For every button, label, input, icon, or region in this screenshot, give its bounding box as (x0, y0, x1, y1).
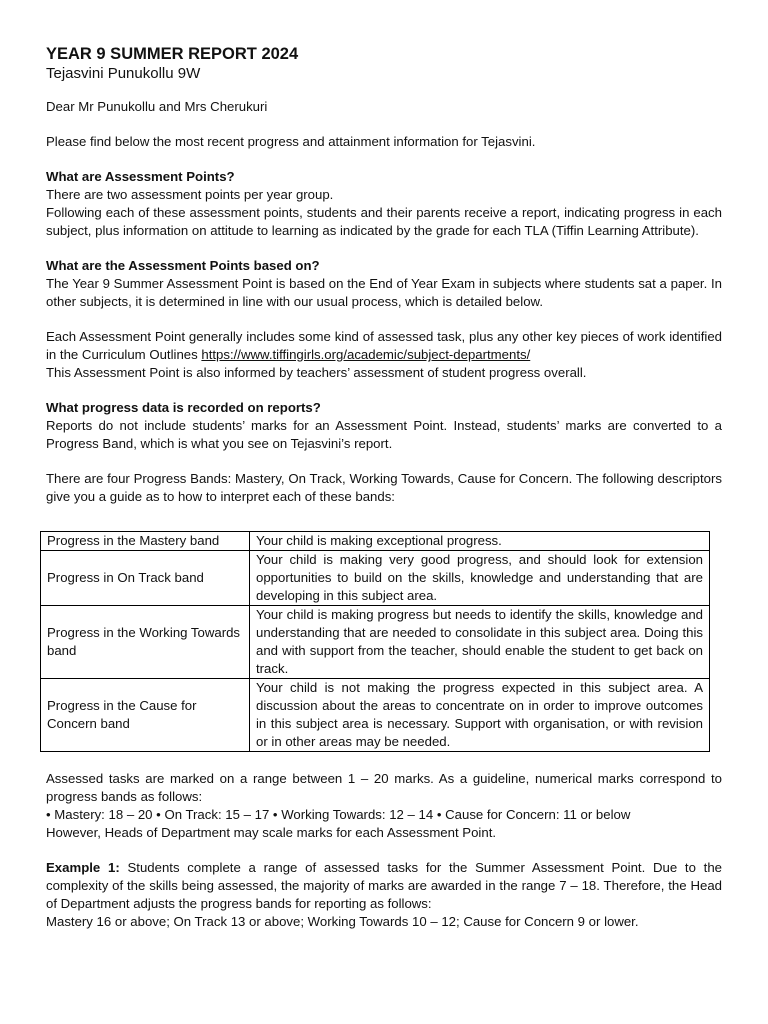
report-content (46, 44, 722, 931)
band-name: Progress in On Track band (41, 551, 250, 606)
example1-bands: Mastery 16 or above; On Track 13 or above; Working Towards 10 – 12; Cause for Concern 9 or lower. (46, 914, 639, 929)
section1-line1: There are two assessment points per year group. (46, 187, 334, 202)
example1-paragraph (46, 859, 722, 913)
band-description: Your child is making progress but needs to identify the skills, knowledge and understanding that are needed to consolidate in this subject area. Doing this and with support from the teacher, should enable the student to get back on track. (250, 606, 710, 679)
band-description: Your child is making very good progress, and should look for extension opportunities to build on the skills, knowledge and understanding that are developing in this subject area. (250, 551, 710, 606)
section2-para2-text: Each Assessment Point generally includes some kind of assessed task, plus any other key pieces of work identified in the Curriculum Outlines (46, 329, 722, 362)
section-heading-progress-data: What progress data is recorded on reports? (46, 400, 321, 415)
band-name: Progress in the Mastery band (41, 532, 250, 551)
example1-text: Students complete a range of assessed tasks for the Summer Assessment Point. Due to the complexity of the skills being assessed, the majority of marks are awarded in the range 7 – 18. Therefore, the Head of Department adjusts the progress bands for reporting as follows: (46, 860, 723, 911)
salutation: Dear Mr Punukollu and Mrs Cherukuri (46, 99, 268, 114)
marks-line1: Assessed tasks are marked on a range between 1 – 20 marks. As a guideline, numerical marks correspond to progress bands as follows: (46, 771, 722, 804)
section-heading-assessment-points: What are Assessment Points? (46, 169, 235, 184)
marks-line3: However, Heads of Department may scale marks for each Assessment Point. (46, 825, 497, 840)
progress-bands-table (40, 531, 710, 752)
table-row (41, 551, 710, 606)
band-description: Your child is making exceptional progress. (250, 532, 710, 551)
section3-para2: There are four Progress Bands: Mastery, On Track, Working Towards, Cause for Concern. The following descriptors give you a guide as to how to interpret each of these bands: (46, 471, 722, 504)
section2-para3: This Assessment Point is also informed by teachers’ assessment of student progress overall. (46, 365, 587, 380)
section2-para2 (46, 328, 722, 364)
report-title: YEAR 9 SUMMER REPORT 2024 (46, 45, 299, 63)
table-row (41, 532, 710, 551)
curriculum-outlines-link[interactable]: https://www.tiffingirls.org/academic/subject-departments/ (201, 347, 531, 362)
section1-line2: Following each of these assessment points, students and their parents receive a report, indicating progress in each subject, plus information on attitude to learning as indicated by the grade for each TLA (Tiffin Learning Attribute). (46, 205, 722, 238)
table-row (41, 679, 710, 752)
table-row (41, 606, 710, 679)
band-name: Progress in the Working Towards band (41, 606, 250, 679)
band-name: Progress in the Cause for Concern band (41, 679, 250, 752)
section2-para1: The Year 9 Summer Assessment Point is based on the End of Year Exam in subjects where students sat a paper. In other subjects, it is determined in line with our usual process, which is detailed below. (46, 276, 722, 309)
student-name: Tejasvini Punukollu 9W (46, 65, 201, 82)
example1-label: Example 1: (46, 860, 120, 875)
band-description: Your child is not making the progress expected in this subject area. A discussion about the areas to concentrate on in order to improve outcomes in this subject area is necessary. Support with organisation, or with revision or in other areas may be needed. (250, 679, 710, 752)
section3-para1: Reports do not include students’ marks for an Assessment Point. Instead, students’ marks are converted to a Progress Band, which is what you see on Tejasvini’s report. (46, 418, 722, 451)
marks-line2: • Mastery: 18 – 20 • On Track: 15 – 17 • Working Towards: 12 – 14 • Cause for Concern: 11 or below (46, 807, 631, 822)
section-heading-based-on: What are the Assessment Points based on? (46, 258, 320, 273)
intro-text: Please find below the most recent progress and attainment information for Tejasvini. (46, 134, 536, 149)
